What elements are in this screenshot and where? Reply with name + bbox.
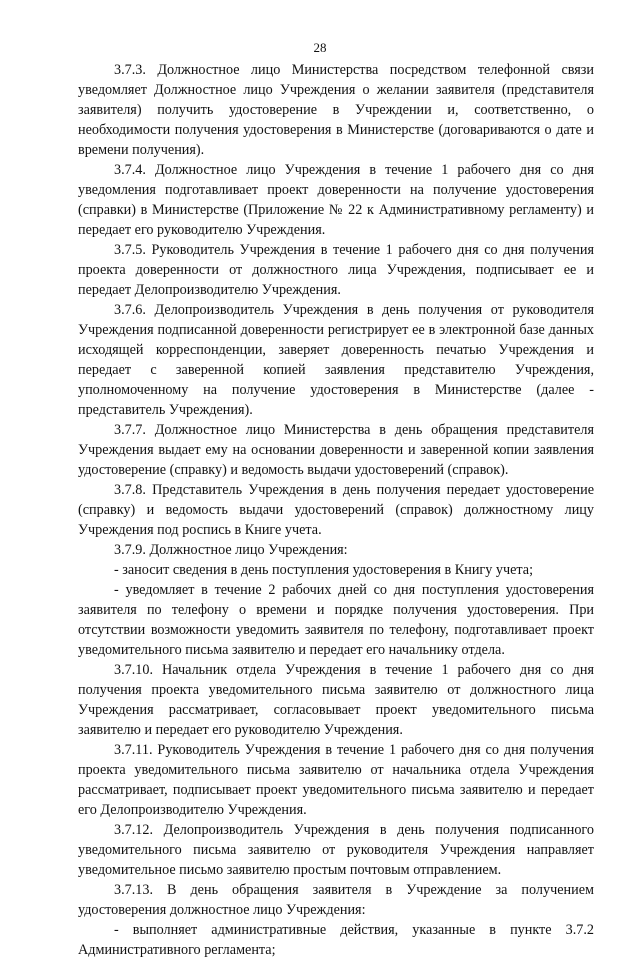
page-number: 28 — [313, 40, 327, 55]
list-item-admin-actions: - выполняет административные действия, указанные в пункте 3.7.2 Административного регламента; — [78, 922, 594, 958]
list-item-notify-applicant: - уведомляет в течение 2 рабочих дней со дня поступления удостоверения заявителя по телефону о времени и порядке получения удостоверения. При отсутствии возможности уведомить заявителя по телефону, подготавливает проект уведомительного письма заявителю и передает его начальнику отдела. — [78, 582, 594, 658]
paragraph-3-7-5: 3.7.5. Руководитель Учреждения в течение 1 рабочего дня со дня получения проекта доверенности от должностного лица Учреждения, подписывает ее и передает Делопроизводителю Учреждения. — [78, 242, 594, 298]
paragraph-3-7-6: 3.7.6. Делопроизводитель Учреждения в день получения от руководителя Учреждения подписанной доверенности регистрирует ее в электронной базе данных исходящей корреспонденции, заверяет доверенность печатью Учреждения и передает с заверенной копией заявления представителю Учреждения, уполномоченному на получение удостоверения в Министерстве (далее - представитель Учреждения). — [78, 302, 594, 418]
paragraph-3-7-12: 3.7.12. Делопроизводитель Учреждения в день получения подписанного уведомительного письма заявителю от руководителя Учреждения направляет уведомительное письмо заявителю простым почтовым отправлением. — [78, 822, 594, 878]
paragraph-3-7-4: 3.7.4. Должностное лицо Учреждения в течение 1 рабочего дня со дня уведомления подготавливает проект доверенности на получение удостоверения (справки) в Министерстве (Приложение № 22 к Административному регламенту) и передает его руководителю Учреждения. — [78, 162, 594, 238]
paragraph-3-7-3: 3.7.3. Должностное лицо Министерства посредством телефонной связи уведомляет Должностное лицо Учреждения о желании заявителя (представителя заявителя) получить удостоверение в Учреждении и, соответственно, о необходимости получения удостоверения в Министерстве (договариваются о дате и времени получения). — [78, 62, 594, 158]
paragraph-3-7-13: 3.7.13. В день обращения заявителя в Учреждение за получением удостоверения должностное лицо Учреждения: — [78, 882, 594, 918]
document-body — [78, 60, 594, 960]
paragraph-3-7-9: 3.7.9. Должностное лицо Учреждения: — [114, 542, 348, 558]
paragraph-3-7-7: 3.7.7. Должностное лицо Министерства в день обращения представителя Учреждения выдает ему на основании доверенности и заверенной копии заявления удостоверение (справку) и ведомость выдачи удостоверений (справок). — [78, 422, 594, 478]
paragraph-3-7-11: 3.7.11. Руководитель Учреждения в течение 1 рабочего дня со дня получения проекта уведомительного письма заявителю от начальника отдела Учреждения рассматривает, подписывает проект уведомительного письма заявителю и передает его Делопроизводителю Учреждения. — [78, 742, 594, 818]
paragraph-3-7-10: 3.7.10. Начальник отдела Учреждения в течение 1 рабочего дня со дня получения проекта уведомительного письма заявителю от должностного лица Учреждения рассматривает, согласовывает проект уведомительного письма заявителю и передает его руководителю Учреждения. — [78, 662, 594, 738]
paragraph-3-7-8: 3.7.8. Представитель Учреждения в день получения передает удостоверение (справку) и ведомость выдачи удостоверений (справок) должностному лицу Учреждения под роспись в Книге учета. — [78, 482, 594, 538]
list-item-book-entry: - заносит сведения в день поступления удостоверения в Книгу учета; — [114, 562, 534, 578]
